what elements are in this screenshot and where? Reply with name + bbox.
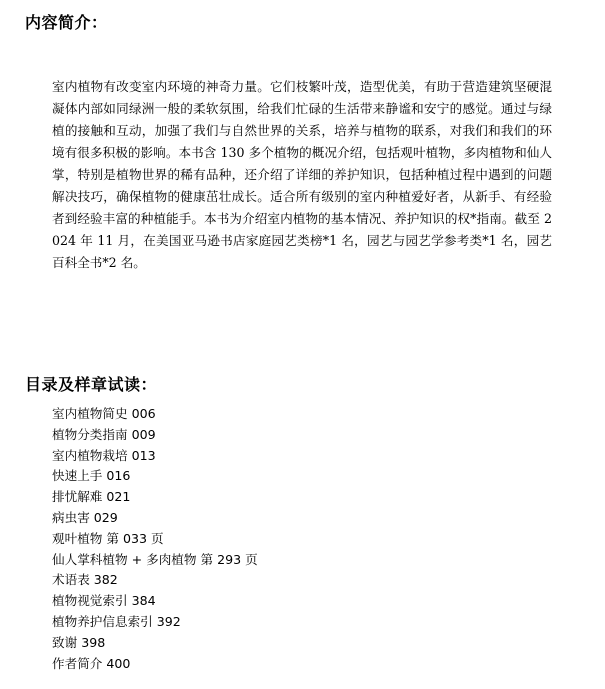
toc-list bbox=[52, 404, 258, 674]
intro-heading: 内容简介： bbox=[25, 13, 108, 32]
toc-item-cultivation: 室内植物栽培 013 bbox=[52, 447, 156, 463]
toc-heading: 目录及样章试读： bbox=[25, 375, 158, 394]
toc-item-foliage-plants: 观叶植物 第 033 页 bbox=[52, 530, 164, 546]
toc-item-acknowledgements: 致谢 398 bbox=[52, 634, 106, 650]
toc-item-cacti-succulents: 仙人掌科植物 + 多肉植物 第 293 页 bbox=[52, 551, 258, 567]
toc-item-history: 室内植物简史 006 bbox=[52, 406, 156, 421]
toc-item-troubleshooting: 排忧解难 021 bbox=[52, 489, 131, 505]
toc-item-pests-diseases: 病虫害 029 bbox=[52, 509, 118, 525]
toc-item-about-author: 作者简介 400 bbox=[52, 655, 131, 671]
toc-item-care-index: 植物养护信息索引 392 bbox=[52, 613, 181, 629]
toc-item-quick-start: 快速上手 016 bbox=[52, 468, 131, 484]
toc-item-glossary: 术语表 382 bbox=[52, 572, 118, 588]
toc-item-classification-guide: 植物分类指南 009 bbox=[52, 426, 156, 442]
toc-item-visual-index: 植物视觉索引 384 bbox=[52, 593, 156, 609]
intro-paragraph: 室内植物有改变室内环境的神奇力量。它们枝繁叶茂，造型优美，有助于营造建筑坚硬混凝体内部如同绿洲一般的柔软氛围，给我们忙碌的生活带来静谧和安宁的感觉。通过与绿植的接触和互动，加强了我们与自然世界的关系，培养与植物的联系，对我们和我们的环境有很多积极的影响。本书含 130 多个植物的概况介绍，包括观叶植物，多肉植物和仙人掌，特别是植物世界的稀有品种，还介绍了详细的养护知识，包括种植过程中遇到的问题解决技巧，确保植物的健康茁壮成长。适合所有级别的室内种植爱好者，从新手、有经验者到经验丰富的种植能手。本书为介绍室内植物的基本情况、养护知识的权*指南。截至 2024 年 11 月，在美国亚马逊书店家庭园艺类榜*1 名，园艺与园艺学参考类*1 名，园艺百科全书*2 名。 bbox=[52, 79, 552, 270]
